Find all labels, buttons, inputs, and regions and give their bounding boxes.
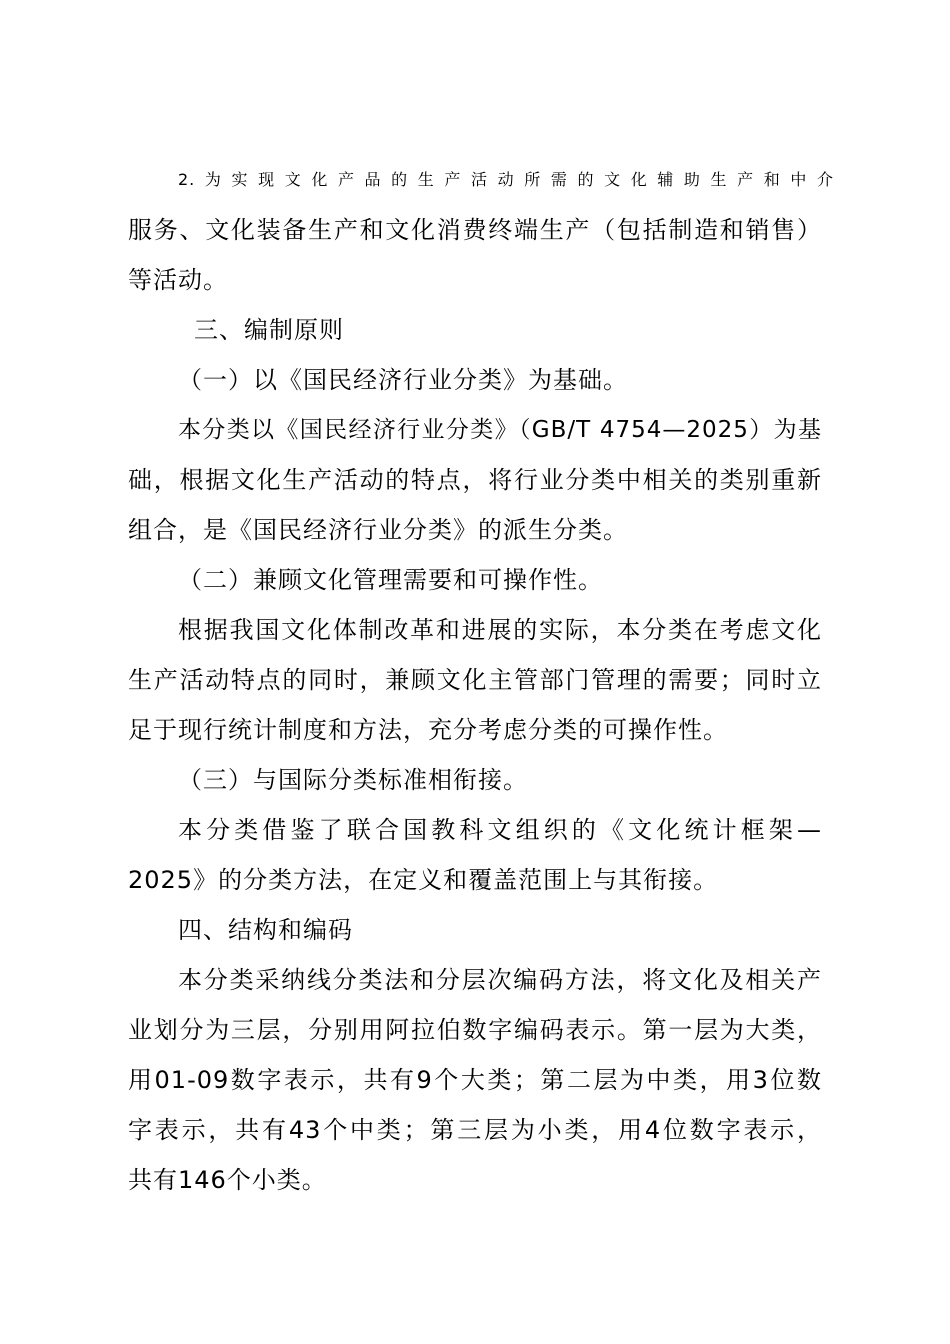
paragraph-principle-2-line-2: 生产活动特点的同时，兼顾文化主管部门管理的需要；同时立: [128, 666, 822, 694]
paragraph-structure-line-1: 本分类采纳线分类法和分层次编码方法，将文化及相关产: [178, 966, 822, 994]
paragraph-principle-2-line-3: 足于现行统计制度和方法，充分考虑分类的可操作性。: [128, 716, 728, 744]
paragraph-structure-line-3: 用01-09数字表示，共有9个大类；第二层为中类，用3位数: [128, 1066, 822, 1094]
paragraph-structure-line-2: 业划分为三层，分别用阿拉伯数字编码表示。第一层为大类，: [128, 1016, 822, 1044]
section-heading-principles: 三、编制原则: [194, 316, 344, 344]
paragraph-principle-2-line-1: 根据我国文化体制改革和进展的实际，本分类在考虑文化: [178, 616, 822, 644]
paragraph-structure-line-4: 字表示，共有43个中类；第三层为小类，用4位数字表示，: [128, 1116, 822, 1144]
subheading-principle-3: （三）与国际分类标准相衔接。: [178, 766, 528, 794]
paragraph-principle-3-line-2: 2025》的分类方法，在定义和覆盖范围上与其衔接。: [128, 866, 719, 894]
paragraph-principle-1-line-2: 础，根据文化生产活动的特点，将行业分类中相关的类别重新: [128, 466, 822, 494]
paragraph-item-2-line-2: 服务、文化装备生产和文化消费终端生产（包括制造和销售）: [128, 216, 822, 244]
paragraph-principle-1-line-3: 组合，是《国民经济行业分类》的派生分类。: [128, 516, 628, 544]
paragraph-item-2-line-1: 2.为实现文化产品的生产活动所需的文化辅助生产和中介: [178, 170, 834, 189]
paragraph-item-2-line-3: 等活动。: [128, 266, 228, 294]
subheading-principle-2: （二）兼顾文化管理需要和可操作性。: [178, 566, 603, 594]
paragraph-principle-3-line-1: 本分类借鉴了联合国教科文组织的《文化统计框架—: [178, 816, 822, 844]
subheading-principle-1: （一）以《国民经济行业分类》为基础。: [178, 366, 628, 394]
section-heading-structure: 四、结构和编码: [178, 916, 353, 944]
paragraph-principle-1-line-1: 本分类以《国民经济行业分类》（GB/T 4754—2025）为基: [178, 417, 822, 443]
paragraph-structure-line-5: 共有146个小类。: [128, 1166, 327, 1194]
